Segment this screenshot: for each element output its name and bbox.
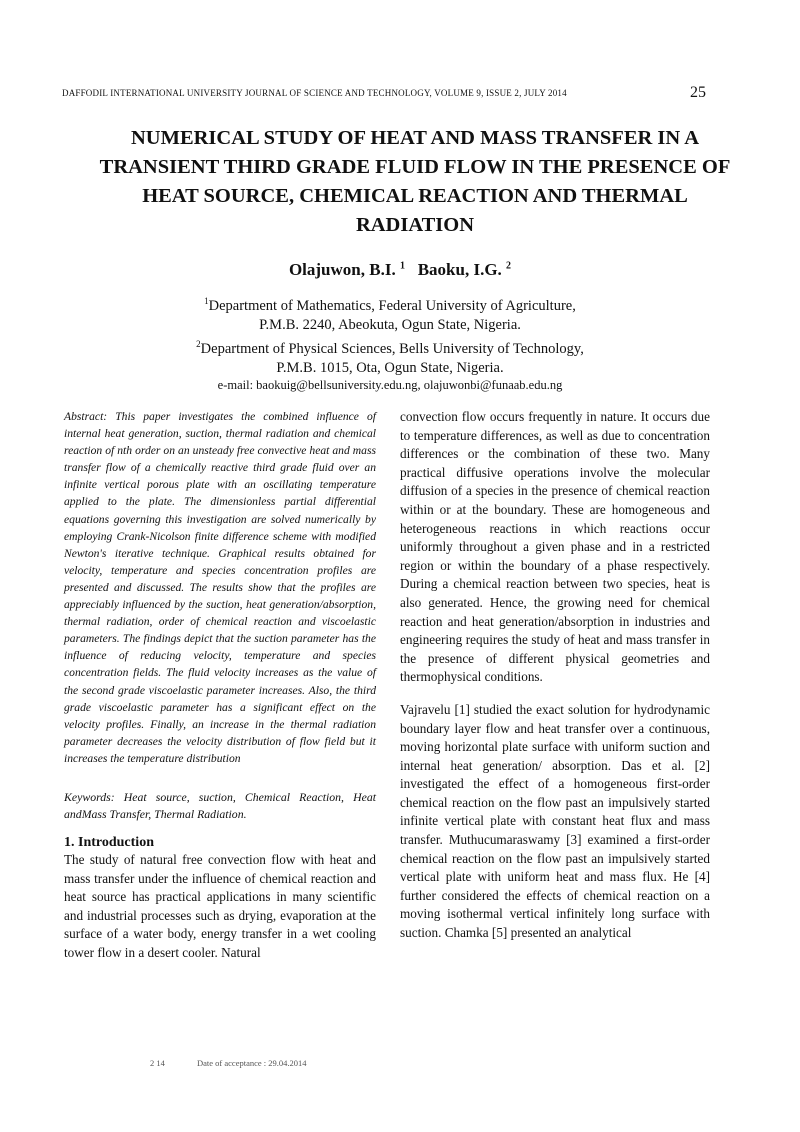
- affiliation-text: Department of Physical Sciences, Bells University of Technology,: [200, 340, 584, 357]
- affiliation-line: [0, 292, 780, 316]
- section-heading: 1. Introduction: [64, 834, 154, 850]
- footer-page-marker: 2 14: [150, 1058, 165, 1068]
- literature-paragraph: Vajravelu [1] studied the exact solution for hydrodynamic boundary layer flow and heat transfer over a continuous, moving horizontal plate surface with uniform suction and internal heat generation/ absorption. Das et al. [2] investigated the effect of a homogeneous first-order chemical reaction on the flow past an impulsively started infinite vertical plate with constant heat flux and mass transfer. Muthucumaraswamy [3] examined a first-order chemical reaction on the flow past an impulsively started vertical plate with uniform heat and mass flux. He [4] further considered the effects of chemical reaction on a moving isothermal vertical infinitely long surface with suction. Chamka [5] presented an analytical: [400, 701, 710, 941]
- author-list: [0, 260, 800, 280]
- author-name: Olajuwon, B.I.: [288, 260, 396, 279]
- affiliation-line: P.M.B. 1015, Ota, Ogun State, Nigeria.: [276, 359, 504, 376]
- affiliation-line: P.M.B. 2240, Abeokuta, Ogun State, Nigeria.: [259, 316, 521, 333]
- page-number: 25: [690, 84, 706, 101]
- intro-paragraph: convection flow occurs frequently in nature. It occurs due to temperature differences, as well as due to concentration differences or the combination of these two. Many practical diffusive operations involve the molecular diffusion of a species in the presence of chemical reaction within or at the boundary. These are homogeneous and heterogeneous reactions in which reactions occur uniformly throughout a given phase and in a restricted region or within the boundary of a phase respectively. During a chemical reaction between two species, heat is also generated. Hence, the growing need for chemical reaction and heat generation/absorption in industries and engineering requires the study of heat and mass transfer in the presence of different physical geometries and thermophysical conditions.: [400, 409, 710, 685]
- affiliation-mark: 2: [506, 260, 512, 272]
- right-column: [400, 408, 710, 943]
- title-line: HEAT SOURCE, CHEMICAL REACTION AND THERMAL: [142, 185, 688, 207]
- affiliation-text: Department of Mathematics, Federal University of Agriculture,: [208, 297, 576, 314]
- email-line: e-mail: baokuig@bellsuniversity.edu.ng, olajuwonbi@funaab.edu.ng: [217, 378, 563, 392]
- affiliation-mark: 2: [196, 338, 201, 349]
- abstract-text: This paper investigates the combined influence of internal heat generation, suction, thermal radiation and chemical reaction of nth order on an unsteady free convective heat and mass transfer flow of a chemically reactive third grade fluid over an infinite vertical porous plate with an oscillating temperature applied to the plate. The dimensionless partial differential equations governing this investigation are solved numerically by employing Crank-Nicolson finite difference scheme with modified Newton's iterative technique. Graphical results obtained for velocity, temperature and species concentration profiles are presented and discussed. The results show that the profiles are appreciably influenced by the suction, heat generation/absorption, thermal radiation, order of chemical reaction and viscoelastic parameters. The findings depict that the suction parameter has the influence of reducing velocity, temperature and species concentration fields. The fluid velocity increases as the value of the second grade viscoelastic parameter increases. Also, the third grade viscoelastic parameter has a significant effect on the velocity profiles. Finally, an increase in the thermal radiation parameter decreases the velocity distribution of flow field but it increases the temperature distribution: [64, 410, 376, 765]
- abstract: [64, 408, 376, 767]
- title-line: RADIATION: [355, 214, 475, 236]
- keywords: [64, 789, 376, 823]
- acceptance-date: Date of acceptance : 29.04.2014: [197, 1058, 307, 1068]
- affiliation-mark: 1: [399, 260, 405, 272]
- running-header: DAFFODIL INTERNATIONAL UNIVERSITY JOURNAL OF SCIENCE AND TECHNOLOGY, VOLUME 9, ISSUE 2, JULY 2014: [62, 88, 567, 98]
- affiliation-line: [0, 335, 780, 359]
- abstract-label: Abstract:: [64, 410, 108, 423]
- keywords-text: Heat source, suction, Chemical Reaction, Heat andMass Transfer, Thermal Radiation.: [64, 789, 376, 821]
- intro-paragraph: The study of natural free convection flow with heat and mass transfer under the influence of chemical reaction and heat source has practical applications in many scientific and industrial processes such as drying, evaporation at the surface of a water body, energy transfer in a wet cooling tower flow in a desert cooler. Natural: [64, 851, 376, 960]
- left-column: [64, 408, 376, 963]
- keywords-label: Keywords:: [64, 789, 115, 804]
- title-line: TRANSIENT THIRD GRADE FLUID FLOW IN THE PRESENCE OF: [99, 156, 731, 178]
- affiliations: [0, 292, 780, 378]
- title-line: NUMERICAL STUDY OF HEAT AND MASS TRANSFER IN A: [130, 127, 699, 149]
- affiliation-mark: 1: [204, 296, 209, 306]
- author-name: Baoku, I.G.: [417, 260, 502, 279]
- page-footer: [150, 1058, 450, 1068]
- paper-title: [70, 124, 760, 240]
